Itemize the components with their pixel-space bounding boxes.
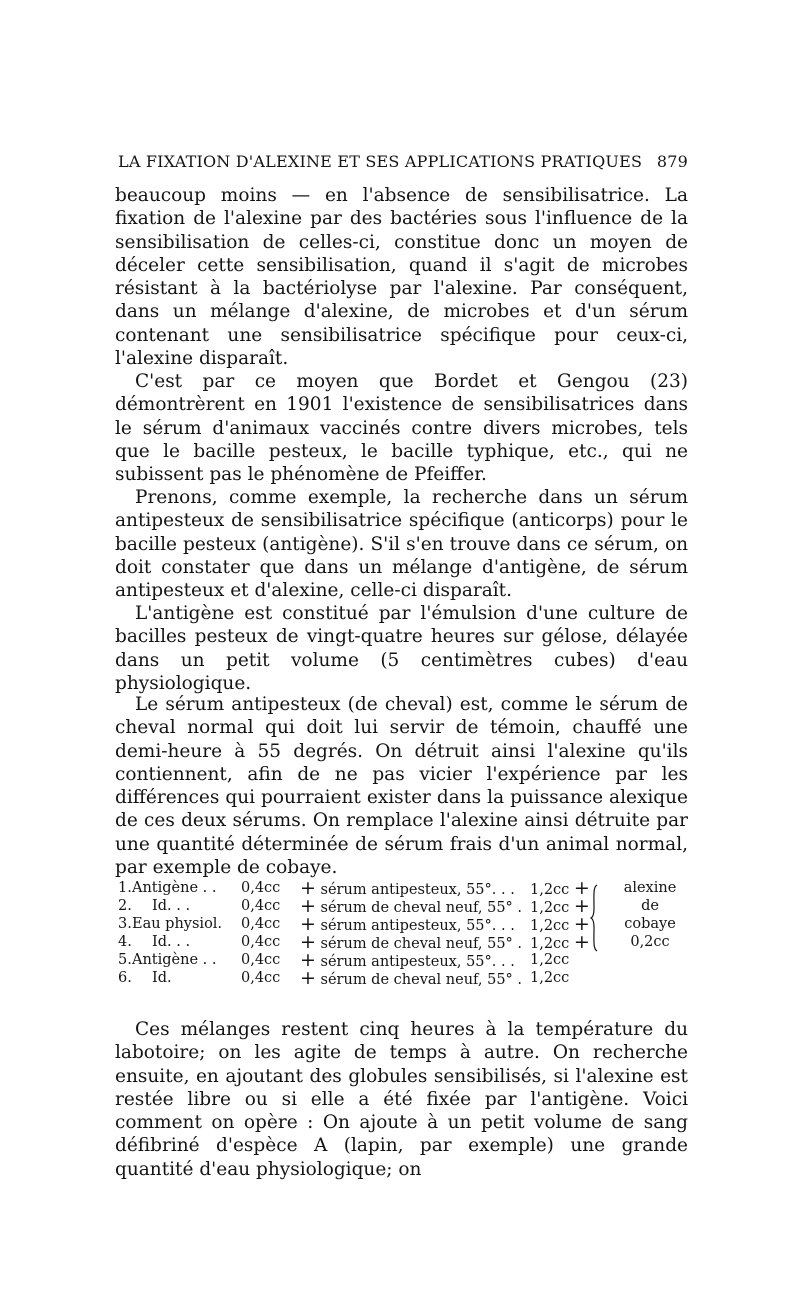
row-amount: 0,4cc [241,934,281,950]
plus-sign: + [573,877,590,899]
row-mixture: sérum antipesteux, 55°. . . [320,882,515,898]
row-number: 1. [118,880,132,896]
plus-sign: + [300,913,316,935]
plus-sign: + [300,949,316,971]
plus-sign: + [300,877,316,899]
side-note-line: alexine [623,880,677,896]
running-title: LA FIXATION D'ALEXINE ET SES APPLICATIONS PRATIQUES [118,152,643,171]
paragraph-6: Ces mélanges restent cinq heures à la température du labotoire; on les agite de temps à autre. On recherche ensuite, en ajoutant des globules sensibilisés, si l'alexine est restée libre ou si elle a été fixée par l'antigène. Voici comment on opère : On ajoute à un petit volume de sang défibriné d'espèce A (lapin, par exemple) une grande quantité d'eau physiologique; on [115,1019,688,1180]
mixtures-table [118,877,688,990]
row-amount: 0,4cc [241,952,281,968]
row-number: 4. [118,934,132,950]
row-alexine-amount: 1,2cc [530,918,570,934]
row-amount: 0,4cc [241,898,281,914]
row-subject: Id. [152,970,172,986]
row-alexine-amount: 1,2cc [530,882,570,898]
row-amount: 0,4cc [241,970,281,986]
paragraph-3: Prenons, comme exemple, la recherche dans un sérum antipesteux de sensibilisatrice spécifique (anticorps) pour le bacille pesteux (antigène). S'il s'en trouve dans ce sérum, on doit constater que dans un mélange d'antigène, de sérum antipesteux et d'alexine, celle-ci disparaît. [115,487,688,602]
row-alexine-amount: 1,2cc [530,900,570,916]
plus-sign: + [300,967,316,989]
curly-brace-icon [590,884,600,952]
row-alexine-amount: 1,2cc [530,970,570,986]
plus-sign: + [573,895,590,917]
plus-sign: + [300,931,316,953]
row-number: 3. [118,916,132,932]
row-alexine-amount: 1,2cc [530,936,570,952]
row-subject: Antigène . . [132,952,217,968]
row-subject: Eau physiol. [132,916,223,932]
plus-sign: + [573,931,590,953]
paragraph-4: L'antigène est constitué par l'émulsion d'une culture de bacilles pesteux de vingt-quatre heures sur gélose, délayée dans un petit volume (5 centimètres cubes) d'eau physiologique. [115,603,688,694]
side-note-line: de [641,898,659,914]
paragraph-1: beaucoup moins — en l'absence de sensibilisatrice. La fixation de l'alexine par des bactéries sous l'influence de la sensibilisation de celles-ci, constitue donc un moyen de déceler cette sensibilisation, quand il s'agit de microbes résistant à la bactériolyse par l'alexine. Par conséquent, dans un mélange d'alexine, de microbes et d'un sérum contenant une sensibilisatrice spécifique pour ceux-ci, l'alexine disparaît. [115,185,688,370]
row-amount: 0,4cc [241,916,281,932]
row-number: 5. [118,952,132,968]
page-number: 879 [656,152,688,171]
row-subject: Id. . . [152,898,191,914]
plus-sign: + [300,895,316,917]
row-number: 2. [118,898,132,914]
row-number: 6. [118,970,132,986]
row-alexine-amount: 1,2cc [530,952,570,968]
plus-sign: + [573,913,590,935]
running-header [118,150,688,174]
side-note-line: cobaye [624,916,676,932]
row-mixture: sérum de cheval neuf, 55° . [320,936,523,952]
row-amount: 0,4cc [241,880,281,896]
row-mixture: sérum de cheval neuf, 55° . [320,900,523,916]
paragraph-2: C'est par ce moyen que Bordet et Gengou (23) démontrèrent en 1901 l'existence de sensibilisatrices dans le sérum d'animaux vaccinés contre divers microbes, tels que le bacille pesteux, le bacille typhique, etc., qui ne subissent pas le phénomène de Pfeiffer. [115,371,688,486]
row-mixture: sérum antipesteux, 55°. . . [320,954,515,970]
row-mixture: sérum de cheval neuf, 55° . [320,972,523,988]
row-mixture: sérum antipesteux, 55°. . . [320,918,515,934]
row-subject: Id. . . [152,934,191,950]
side-note-line: 0,2cc [630,934,670,950]
row-subject: Antigène . . [132,880,217,896]
paragraph-5: Le sérum antipesteux (de cheval) est, comme le sérum de cheval normal qui doit lui servir de témoin, chauffé une demi-heure à 55 degrés. On détruit ainsi l'alexine qu'ils contiennent, afin de ne pas vicier l'expérience par les différences qui pourraient exister dans la puissance alexique de ces deux sérums. On remplace l'alexine ainsi détruite par une quantité déterminée de sérum frais d'un animal normal, par exemple de cobaye. [115,694,688,879]
